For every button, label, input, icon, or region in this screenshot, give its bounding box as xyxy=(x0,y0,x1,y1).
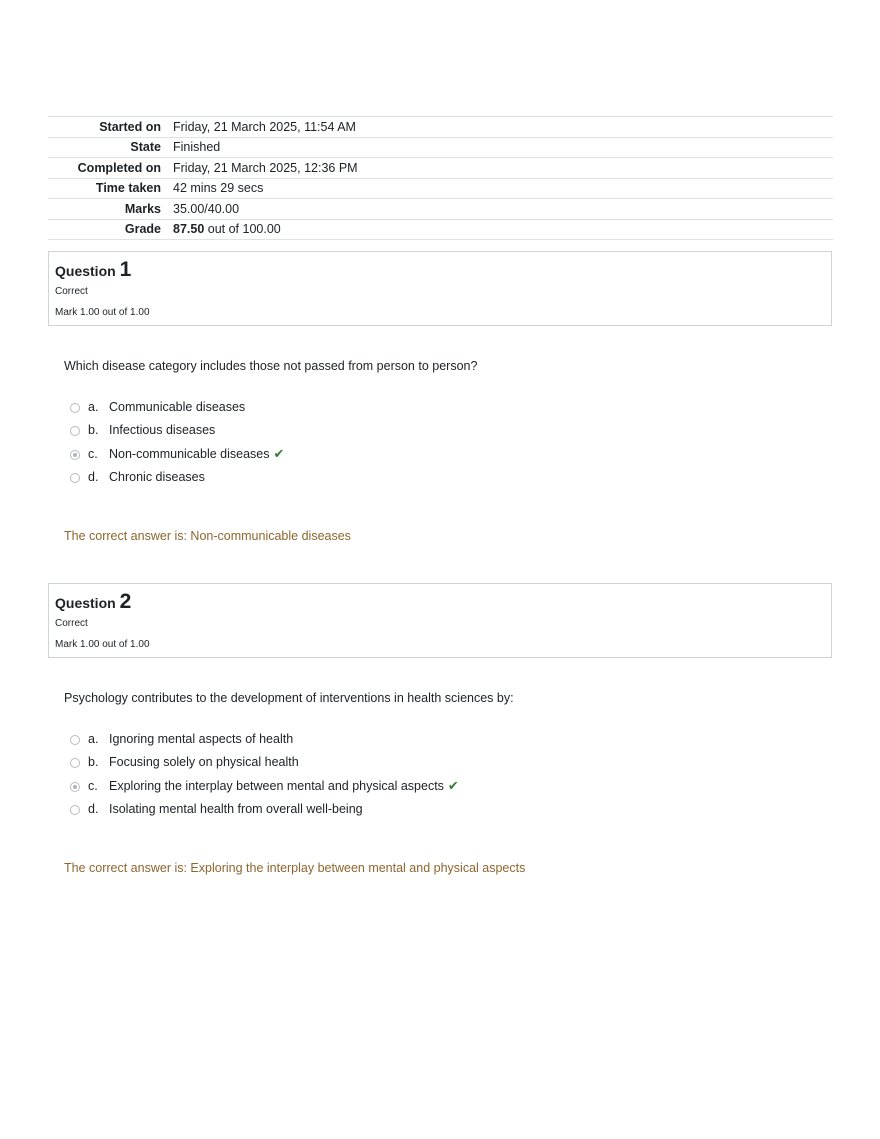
answer-label: Non-communicable diseases xyxy=(109,446,270,461)
answer-label: Ignoring mental aspects of health xyxy=(109,731,294,746)
answer-letter: b. xyxy=(88,423,99,438)
check-icon: ✔ xyxy=(273,445,285,461)
answer-label: Communicable diseases xyxy=(109,399,246,414)
answer-label: Chronic diseases xyxy=(109,470,205,485)
summary-label: State xyxy=(48,137,173,158)
radio-button[interactable] xyxy=(70,758,80,768)
attempt-summary-table xyxy=(48,116,833,240)
answer-option[interactable] xyxy=(70,727,770,751)
answer-letter: c. xyxy=(88,778,98,793)
summary-row-time-taken xyxy=(48,178,833,199)
summary-label: Marks xyxy=(48,199,173,220)
answer-option[interactable] xyxy=(70,419,770,443)
radio-button-checked[interactable] xyxy=(70,782,80,792)
correct-answer-feedback: The correct answer is: Non-communicable diseases xyxy=(64,529,351,543)
question-prefix: Question xyxy=(55,595,116,611)
radio-button[interactable] xyxy=(70,735,80,745)
question-info-box xyxy=(48,583,832,658)
answer-letter: a. xyxy=(88,399,99,414)
check-icon: ✔ xyxy=(447,777,459,793)
summary-value xyxy=(173,219,833,240)
answer-option[interactable] xyxy=(70,466,770,490)
question-info-box xyxy=(48,251,832,326)
answer-label: Exploring the interplay between mental and physical aspects xyxy=(109,778,444,793)
answer-option-selected[interactable] xyxy=(70,442,770,466)
summary-value: Friday, 21 March 2025, 11:54 AM xyxy=(173,117,833,138)
answer-list xyxy=(70,395,770,489)
summary-label: Started on xyxy=(48,117,173,138)
summary-label: Time taken xyxy=(48,178,173,199)
question-number-value: 2 xyxy=(119,590,132,613)
question-number xyxy=(55,590,131,614)
answer-option[interactable] xyxy=(70,395,770,419)
answer-letter: d. xyxy=(88,470,99,485)
answer-label: Focusing solely on physical health xyxy=(109,755,299,770)
question-text: Which disease category includes those not passed from person to person? xyxy=(64,359,478,373)
question-number-value: 1 xyxy=(119,258,132,281)
answer-label: Infectious diseases xyxy=(109,423,216,438)
answer-label: Isolating mental health from overall well-being xyxy=(109,802,363,817)
question-state: Correct xyxy=(55,286,88,297)
summary-row-started xyxy=(48,117,833,138)
summary-row-marks xyxy=(48,199,833,220)
question-state: Correct xyxy=(55,618,88,629)
question-text: Psychology contributes to the development of interventions in health sciences by: xyxy=(64,691,514,705)
answer-letter: a. xyxy=(88,731,99,746)
answer-letter: c. xyxy=(88,446,98,461)
radio-button[interactable] xyxy=(70,805,80,815)
summary-value: 42 mins 29 secs xyxy=(173,178,833,199)
answer-letter: b. xyxy=(88,755,99,770)
summary-value: Finished xyxy=(173,137,833,158)
correct-answer-feedback: The correct answer is: Exploring the interplay between mental and physical aspects xyxy=(64,861,526,875)
radio-button[interactable] xyxy=(70,426,80,436)
summary-value: 35.00/40.00 xyxy=(173,199,833,220)
radio-button-checked[interactable] xyxy=(70,450,80,460)
summary-value: Friday, 21 March 2025, 12:36 PM xyxy=(173,158,833,179)
question-grade: Mark 1.00 out of 1.00 xyxy=(55,639,150,650)
grade-out-of: out of 100.00 xyxy=(204,222,281,237)
radio-button[interactable] xyxy=(70,403,80,413)
question-grade: Mark 1.00 out of 1.00 xyxy=(55,307,150,318)
answer-list xyxy=(70,727,770,821)
answer-option[interactable] xyxy=(70,798,770,822)
answer-option-selected[interactable] xyxy=(70,774,770,798)
answer-letter: d. xyxy=(88,802,99,817)
summary-row-grade xyxy=(48,219,833,240)
summary-label: Completed on xyxy=(48,158,173,179)
summary-row-state xyxy=(48,137,833,158)
summary-row-completed xyxy=(48,158,833,179)
question-prefix: Question xyxy=(55,263,116,279)
question-number xyxy=(55,258,131,282)
radio-button[interactable] xyxy=(70,473,80,483)
grade-score: 87.50 xyxy=(173,222,205,237)
answer-option[interactable] xyxy=(70,751,770,775)
summary-label: Grade xyxy=(48,219,173,240)
